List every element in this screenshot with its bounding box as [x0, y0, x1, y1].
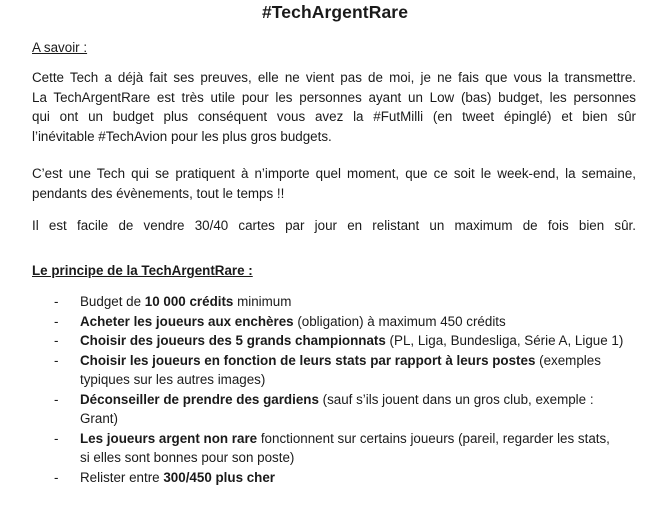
item-emphasis: Acheter les joueurs aux enchères	[80, 313, 294, 329]
item-text: (sauf s’ils jouent dans un gros club, exemple :	[318, 391, 594, 407]
list-item	[32, 468, 636, 488]
dash-bullet: -	[54, 391, 59, 407]
paragraph-line: Il est facile de vendre 30/40 cartes par jour en relistant un maximum de fois bien sûr.	[32, 218, 636, 233]
list-item	[32, 292, 636, 312]
item-text: fonctionnent sur certains joueurs (pareil, regarder les stats,	[257, 430, 610, 446]
item-text: si elles sont bonnes pour son poste)	[80, 450, 295, 465]
list-item	[32, 312, 636, 332]
sales-paragraph	[32, 216, 636, 236]
a-savoir-heading: A savoir :	[32, 40, 88, 55]
dash-bullet: -	[54, 333, 59, 348]
dash-bullet: -	[54, 469, 59, 485]
paragraph-line: l’inévitable #TechAvion pour les plus gros budgets.	[32, 128, 332, 144]
timing-paragraph	[32, 164, 636, 203]
item-emphasis: Choisir des joueurs des 5 grands championnats	[80, 333, 386, 348]
item-text: (PL, Liga, Bundesliga, Série A, Ligue 1)	[385, 333, 624, 348]
list-item	[32, 390, 636, 429]
list-item	[32, 351, 636, 390]
dash-bullet: -	[54, 294, 59, 309]
paragraph-line: C’est une Tech qui se pratiquent à n’importe quel moment, que ce soit le week-end, la semaine,	[32, 166, 636, 181]
item-text: minimum	[233, 294, 292, 309]
item-text: Relister entre	[80, 469, 164, 485]
item-text: typiques sur les autres images)	[80, 372, 266, 387]
intro-paragraph	[32, 68, 636, 146]
paragraph-line: Cette Tech a déjà fait ses preuves, elle ne vient pas de moi, je ne fais que vous la transmettre.	[32, 70, 636, 85]
dash-bullet: -	[54, 352, 59, 368]
dash-bullet: -	[54, 313, 59, 329]
document-title: #TechArgentRare	[261, 2, 409, 22]
paragraph-line: qui ont un budget plus conséquent vous avez la #FutMilli (en tweet épinglé) et bien sûr	[32, 109, 636, 124]
list-item	[32, 429, 636, 468]
item-text: (exemples	[535, 352, 601, 368]
item-emphasis: 10 000 crédits	[144, 294, 234, 309]
item-text: Grant)	[80, 411, 118, 426]
principe-heading: Le principe de la TechArgentRare :	[32, 263, 253, 278]
item-emphasis: Déconseiller de prendre des gardiens	[80, 391, 319, 407]
item-text: (obligation) à maximum 450 crédits	[293, 313, 506, 329]
item-emphasis: 300/450 plus cher	[163, 469, 276, 485]
paragraph-line: pendants des évènements, tout le temps !!	[32, 185, 285, 201]
dash-bullet: -	[54, 430, 59, 446]
item-emphasis: Choisir les joueurs en fonction de leurs stats par rapport à leurs postes	[80, 352, 536, 368]
list-item	[32, 331, 636, 351]
principe-list	[32, 292, 636, 487]
item-text: Budget de	[80, 294, 145, 309]
item-emphasis: Les joueurs argent non rare	[80, 430, 258, 446]
paragraph-line: La TechArgentRare est très utile pour les personnes ayant un Low (bas) budget, les personnes	[32, 89, 636, 105]
